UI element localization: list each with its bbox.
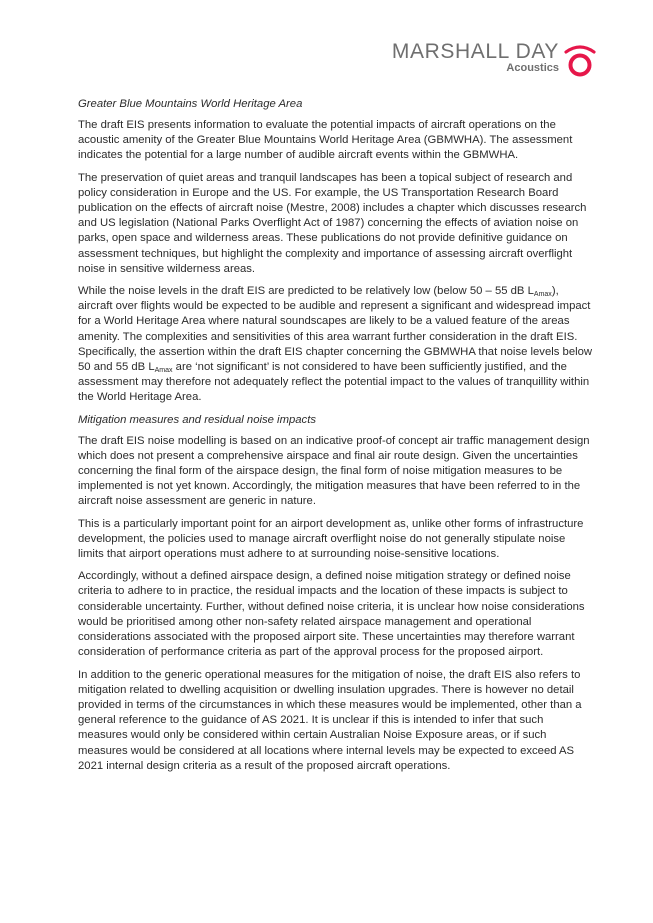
paragraph-text: While the noise levels in the draft EIS are predicted to be relatively low (below 50 – 55 dB L: [78, 285, 534, 298]
marshall-day-ring-logo-icon: [563, 44, 597, 78]
company-logo: [367, 42, 597, 82]
paragraph: In addition to the generic operational measures for the mitigation of noise, the draft EIS also refers to mitigation related to dwelling acquisition or dwelling insulation upgrades. There is however no detail provided in terms of the circumstances in which these measures would be implemented, other than a general reference to the guidance of AS 2021. It is unclear if this is intended to infer that such measures would only be considered within certain Australian Noise Exposure areas, or if such measures would be considered at all locations where internal levels may be expected to exceed AS 2021 internal design criteria as a result of the proposed aircraft operations.: [78, 668, 582, 772]
document-body: [78, 97, 594, 781]
logo-subtitle: Acoustics: [506, 62, 559, 74]
subscript-amax: Amax: [533, 291, 552, 299]
subscript-amax: Amax: [154, 367, 173, 375]
logo-text: [392, 42, 559, 74]
paragraph: [78, 284, 594, 406]
section-heading-mitigation: Mitigation measures and residual noise impacts: [78, 413, 316, 426]
paragraph: Accordingly, without a defined airspace design, a defined noise mitigation strategy or defined noise criteria to adhere to in practice, the residual impacts and the location of these impacts is subject to considerable uncertainty. Further, without defined noise criteria, it is unclear how noise considerations would be prioritised among other non-safety related airspace management and operational considerations associated with the proposed airport site. These uncertainties may therefore warrant consideration of performance criteria as part of the approval process for the proposed airport.: [78, 570, 585, 659]
paragraph: The draft EIS presents information to evaluate the potential impacts of aircraft operations on the acoustic amenity of the Greater Blue Mountains World Heritage Area (GBMWHA). The assessment indicates the potential for a large number of audible aircraft events within the GBMWHA.: [78, 119, 573, 162]
paragraph: The preservation of quiet areas and tranquil landscapes has been a topical subject of research and policy consideration in Europe and the US. For example, the US Transportation Research Board publication on the effects of aircraft noise (Mestre, 2008) includes a chapter which discusses research and US legislation (National Parks Overflight Act of 1987) concerning the effects of aviation noise on parks, open space and wilderness areas. These publications do not provide definitive guidance on assessment techniques, but highlight the complexity and importance of assessing aircraft overflight noise in sensitive wilderness areas.: [78, 171, 587, 275]
logo-name: MARSHALL DAY: [391, 40, 559, 63]
section-heading-gbmwha: Greater Blue Mountains World Heritage Area: [78, 98, 303, 110]
paragraph: This is a particularly important point for an airport development as, unlike other forms of infrastructure development, the policies used to manage aircraft overflight noise do not generally stipulate noise limits that airport operations must adhere to at surrounding noise-sensitive locations.: [78, 517, 584, 561]
paragraph-text: are ‘not significant’ is not considered to have been sufficiently justified, and the assessment may therefore not adequately reflect the potential impact to the values of tranquillity within the World Heritage Area.: [78, 361, 590, 404]
paragraph: The draft EIS noise modelling is based on an indicative proof-of concept air traffic management design which does not present a comprehensive airspace and final air route design. Given the uncertainties concerning the final form of the airspace design, the final form of noise mitigation measures to be implemented is not yet known. Accordingly, the mitigation measures that have been referred to in the aircraft noise assessment are generic in nature.: [78, 434, 590, 508]
paragraph-text: ), aircraft over flights would be expected to be audible and represent a significant and widespread impact for a World Heritage Area where natural soundscapes are likely to be a valued feature of the areas amenity. The complexities and sensitivities of this area warrant further consideration in the draft EIS. Specifically, the assertion within the draft EIS chapter concerning the GBMWHA that noise levels below 50 and 55 dB L: [78, 285, 593, 374]
